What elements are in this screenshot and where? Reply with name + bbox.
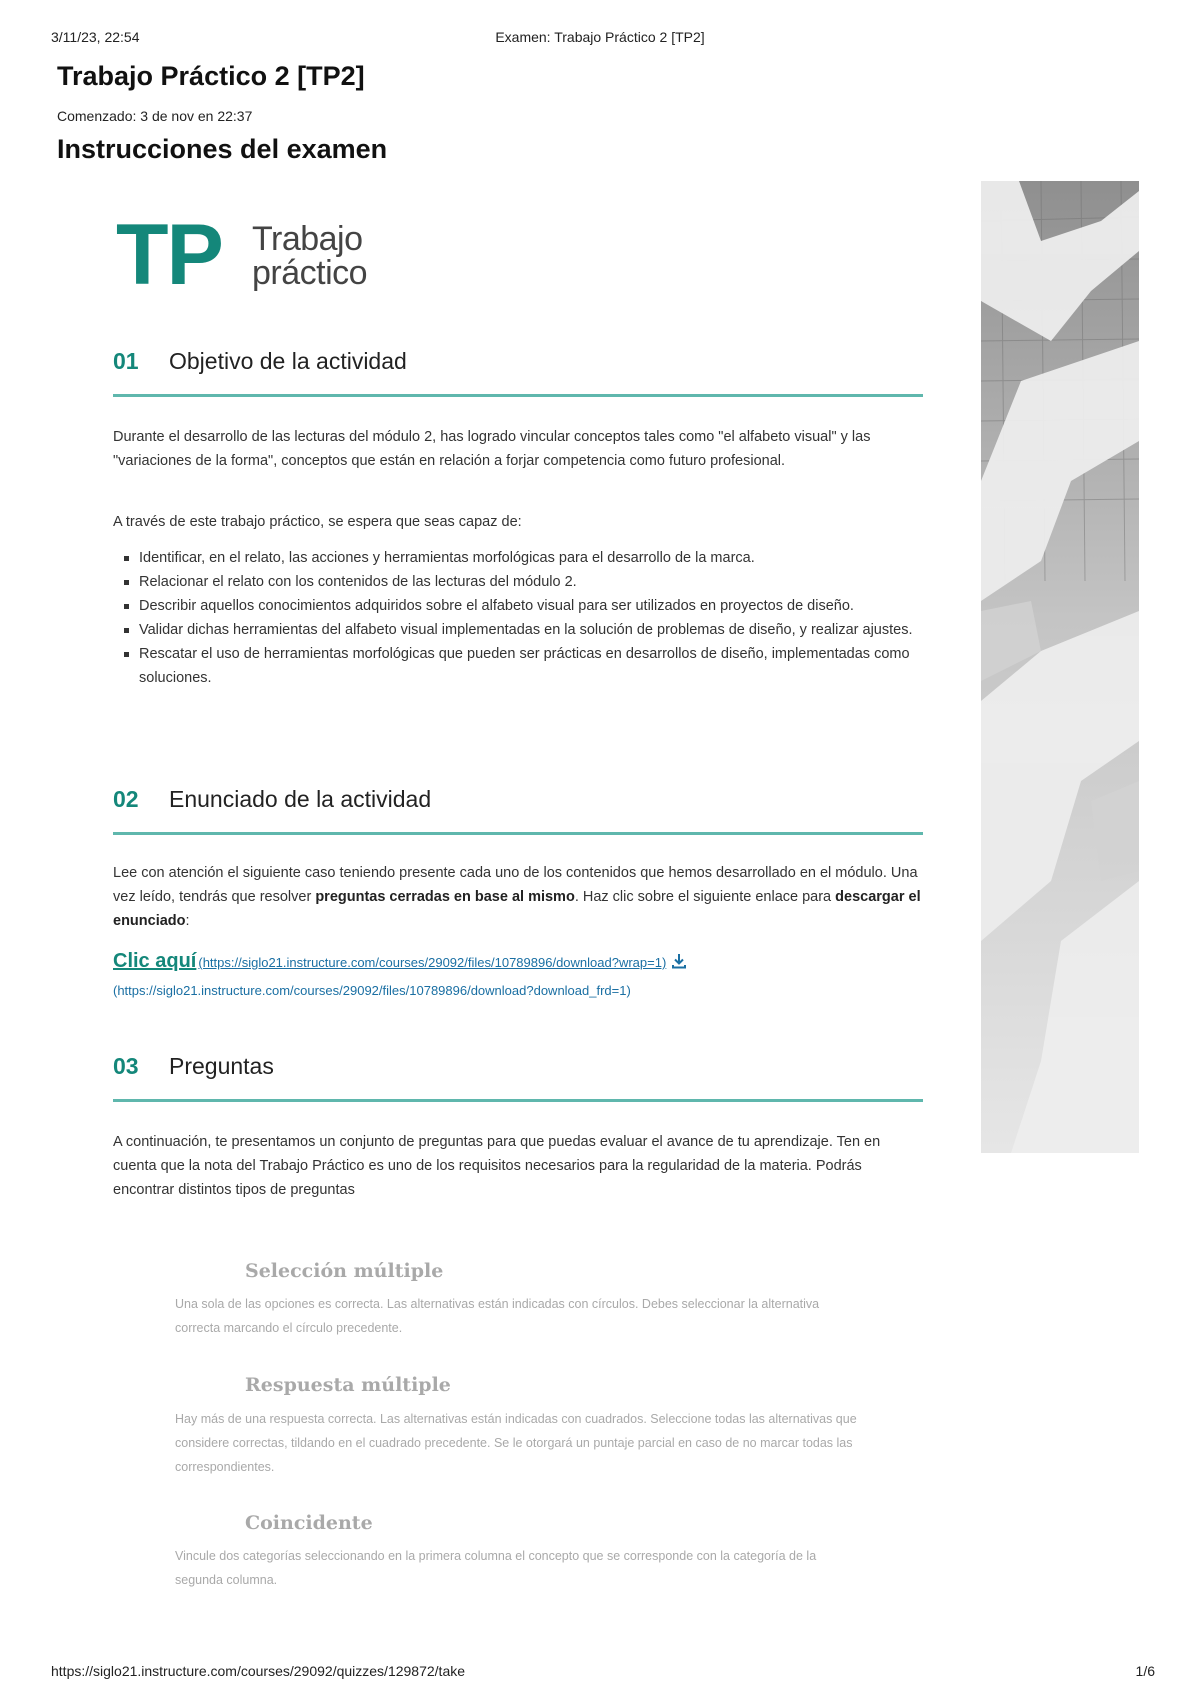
objective-paragraph: Durante el desarrollo de las lecturas del módulo 2, has logrado vincular conceptos tales como "el alfabeto visual" y las "variaciones de la forma", conceptos que están en relación a forjar competencia como futuro profesional. bbox=[113, 429, 871, 469]
question-type-desc: Una sola de las opciones es correcta. Las alternativas están indicadas con círculos. Debes seleccionar la alternativa correcta marcando el círculo precedente. bbox=[175, 1297, 820, 1335]
statement-paragraph: Lee con atención el siguiente caso teniendo presente cada uno de los contenidos que hemos desarrollado en el módulo. Una vez leído, tendrás que resolver preguntas cerradas en base al mismo. Haz clic sobre el siguiente enlace para descargar el enunciado: bbox=[113, 865, 921, 929]
print-datetime: 3/11/23, 22:54 bbox=[51, 29, 140, 45]
section-title: Objetivo de la actividad bbox=[169, 348, 407, 374]
tp-banner-line2: práctico bbox=[252, 254, 368, 292]
tp-banner-word bbox=[252, 222, 367, 290]
objective-intro: A través de este trabajo práctico, se espera que seas capaz de: bbox=[113, 514, 522, 530]
side-image-graphic bbox=[981, 181, 1139, 1153]
section-title: Preguntas bbox=[169, 1053, 274, 1079]
print-page-number: 1/6 bbox=[1135, 1663, 1155, 1679]
section-divider bbox=[113, 1099, 923, 1102]
question-type-title: Respuesta múltiple bbox=[245, 1374, 451, 1396]
objective-bullet-list bbox=[113, 546, 923, 690]
instructions-heading: Instrucciones del examen bbox=[57, 134, 388, 164]
section-divider bbox=[113, 394, 923, 397]
page-title: Trabajo Práctico 2 [TP2] bbox=[57, 61, 365, 91]
download-direct-url[interactable]: (https://siglo21.instructure.com/courses/29092/files/10789896/download?download_frd=1) bbox=[113, 983, 631, 998]
download-link[interactable]: Clic aquí bbox=[113, 950, 197, 972]
question-type-title: Selección múltiple bbox=[245, 1260, 444, 1282]
list-item: Validar dichas herramientas del alfabeto visual implementadas en la solución de problemas de diseño, y realizar ajustes. bbox=[113, 618, 923, 642]
list-item: Describir aquellos conocimientos adquiridos sobre el alfabeto visual para ser utilizados en proyectos de diseño. bbox=[113, 594, 923, 618]
question-type-title: Coincidente bbox=[245, 1512, 373, 1534]
list-item: Identificar, en el relato, las acciones y herramientas morfológicas para el desarrollo de la marca. bbox=[113, 546, 923, 570]
list-item: Rescatar el uso de herramientas morfológicas que pueden ser prácticas en desarrollos de diseño, implementadas como soluciones. bbox=[113, 642, 923, 690]
started-timestamp: Comenzado: 3 de nov en 22:37 bbox=[57, 108, 253, 124]
print-doc-title: Examen: Trabajo Práctico 2 [TP2] bbox=[495, 29, 705, 45]
question-type-desc: Vincule dos categorías seleccionando en la primera columna el concepto que se corresponde con la categoría de la segunda columna. bbox=[175, 1549, 817, 1587]
list-item: Relacionar el relato con los contenidos de las lecturas del módulo 2. bbox=[113, 570, 923, 594]
questions-paragraph: A continuación, te presentamos un conjunto de preguntas para que puedas evaluar el avance de tu aprendizaje. Ten en cuenta que la nota del Trabajo Práctico es uno de los requisitos necesarios para la regularidad de la materia. Podrás encontrar distintos tipos de preguntas bbox=[113, 1134, 881, 1198]
section-title: Enunciado de la actividad bbox=[169, 786, 432, 812]
section-number: 01 bbox=[113, 348, 139, 374]
print-footer-url: https://siglo21.instructure.com/courses/29092/quizzes/129872/take bbox=[51, 1663, 466, 1679]
question-type-desc: Hay más de una respuesta correcta. Las alternativas están indicadas con cuadrados. Seleccione todas las alternativas que considere correctas, tildando en el cuadrado precedente. Se le otorgará un puntaje parcial en caso de no marcar todas las correspondientes. bbox=[175, 1412, 857, 1474]
tp-banner-line1: Trabajo bbox=[252, 220, 363, 258]
section-divider bbox=[113, 832, 923, 835]
download-link-url[interactable]: (https://siglo21.instructure.com/courses/29092/files/10789896/download?wrap=1) bbox=[198, 955, 667, 970]
decorative-side-image bbox=[981, 181, 1139, 1153]
download-link-row bbox=[113, 950, 688, 973]
tp-banner-letters: TP bbox=[116, 207, 222, 303]
download-icon[interactable] bbox=[670, 952, 688, 970]
section-number: 02 bbox=[113, 786, 139, 812]
section-number: 03 bbox=[113, 1053, 139, 1079]
